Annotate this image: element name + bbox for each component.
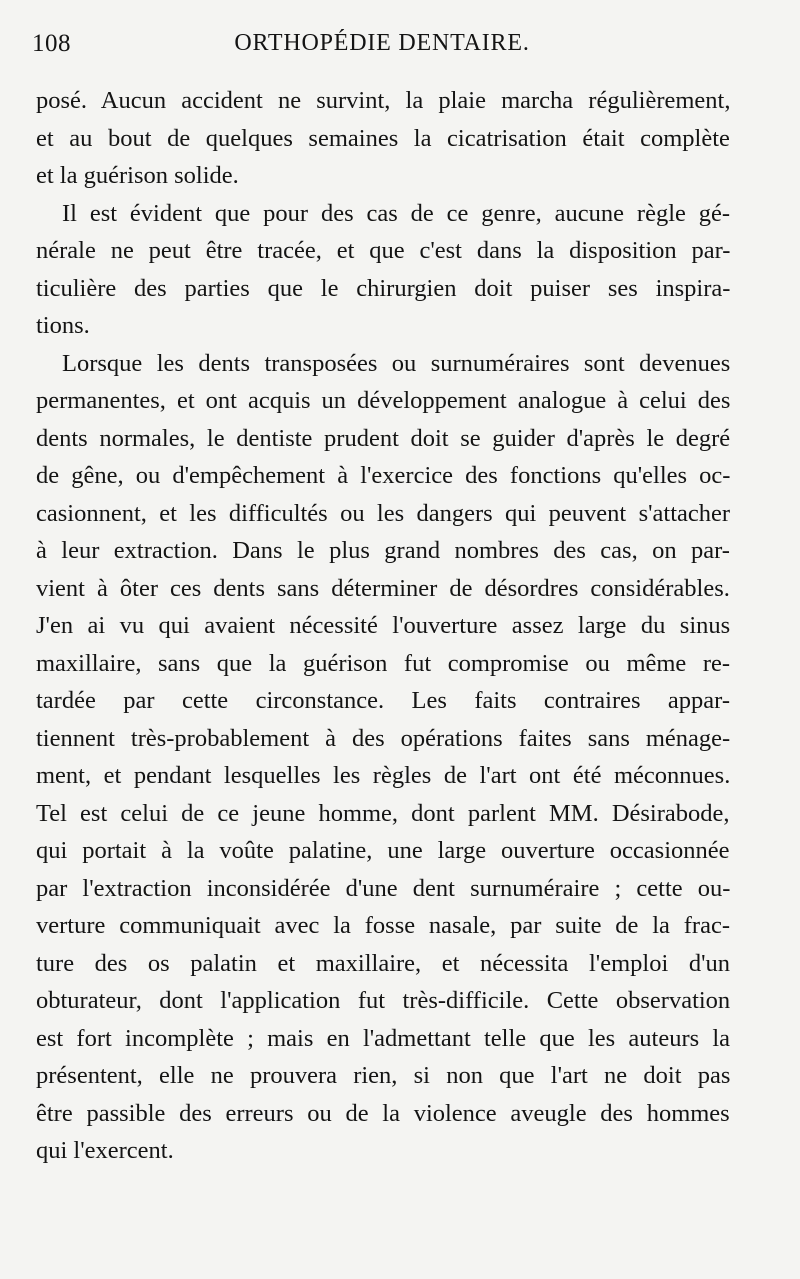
text-line: maxillaire, sans que la guérison fut compromise ou même re-: [36, 649, 731, 677]
text-line: Lorsque les dents transposées ou surnuméraires sont devenues: [62, 349, 731, 377]
text-line: posé. Aucun accident ne survint, la plaie marcha régulièrement,: [36, 87, 731, 114]
text-line: ment, et pendant lesquelles les règles de l'art ont été méconnues.: [36, 762, 731, 789]
text-line: J'en ai vu qui avaient nécessité l'ouverture assez large du sinus: [36, 612, 731, 639]
text-line: et au bout de quelques semaines la cicatrisation était complète: [36, 124, 730, 152]
text-line: tardée par cette circonstance. Les faits contraires appar-: [36, 687, 731, 714]
text-line: par l'extraction inconsidérée d'une dent surnuméraire ; cette ou-: [36, 874, 731, 902]
paragraph-3: [36, 345, 730, 1170]
text-line: Tel est celui de ce jeune homme, dont parlent MM. Désirabode,: [36, 799, 730, 827]
text-line: vient à ôter ces dents sans déterminer de désordres considérables.: [36, 574, 730, 602]
text-line: à leur extraction. Dans le plus grand nombres des cas, on par-: [36, 537, 730, 564]
text-line: nérale ne peut être tracée, et que c'est dans la disposition par-: [36, 237, 731, 264]
text-line: être passible des erreurs ou de la violence aveugle des hommes: [36, 1099, 730, 1127]
text-line: tiennent très-probablement à des opérations faites sans ménage-: [36, 724, 731, 752]
text-line: ture des os palatin et maxillaire, et nécessita l'emploi d'un: [36, 949, 730, 977]
paragraph-2: [36, 195, 730, 345]
text-line: présentent, elle ne prouvera rien, si non que l'art ne doit pas: [36, 1062, 731, 1089]
text-line: et la guérison solide.: [36, 162, 239, 189]
text-line: obturateur, dont l'application fut très-difficile. Cette observation: [36, 987, 731, 1014]
text-line: qui portait à la voûte palatine, une large ouverture occasionnée: [36, 837, 730, 864]
body-text: [36, 82, 730, 1170]
page-header: [32, 30, 732, 70]
text-line: ticulière des parties que le chirurgien doit puiser ses inspira-: [36, 274, 731, 302]
text-line: de gêne, ou d'empêchement à l'exercice des fonctions qu'elles oc-: [36, 462, 731, 489]
text-line: Il est évident que pour des cas de ce genre, aucune règle gé-: [62, 199, 731, 227]
text-line: permanentes, et ont acquis un développement analogue à celui des: [36, 387, 731, 414]
running-title: ORTHOPÉDIE DENTAIRE.: [234, 30, 530, 56]
paragraph-1: [36, 82, 730, 195]
page-number: 108: [32, 30, 71, 57]
text-line: dents normales, le dentiste prudent doit se guider d'après le degré: [36, 424, 731, 452]
text-line: verture communiquait avec la fosse nasale, par suite de la frac-: [36, 912, 730, 939]
text-line: qui l'exercent.: [36, 1137, 174, 1164]
text-line: tions.: [36, 312, 90, 339]
text-line: casionnent, et les difficultés ou les dangers qui peuvent s'attacher: [36, 499, 731, 527]
text-line: est fort incomplète ; mais en l'admettant telle que les auteurs la: [36, 1024, 731, 1052]
